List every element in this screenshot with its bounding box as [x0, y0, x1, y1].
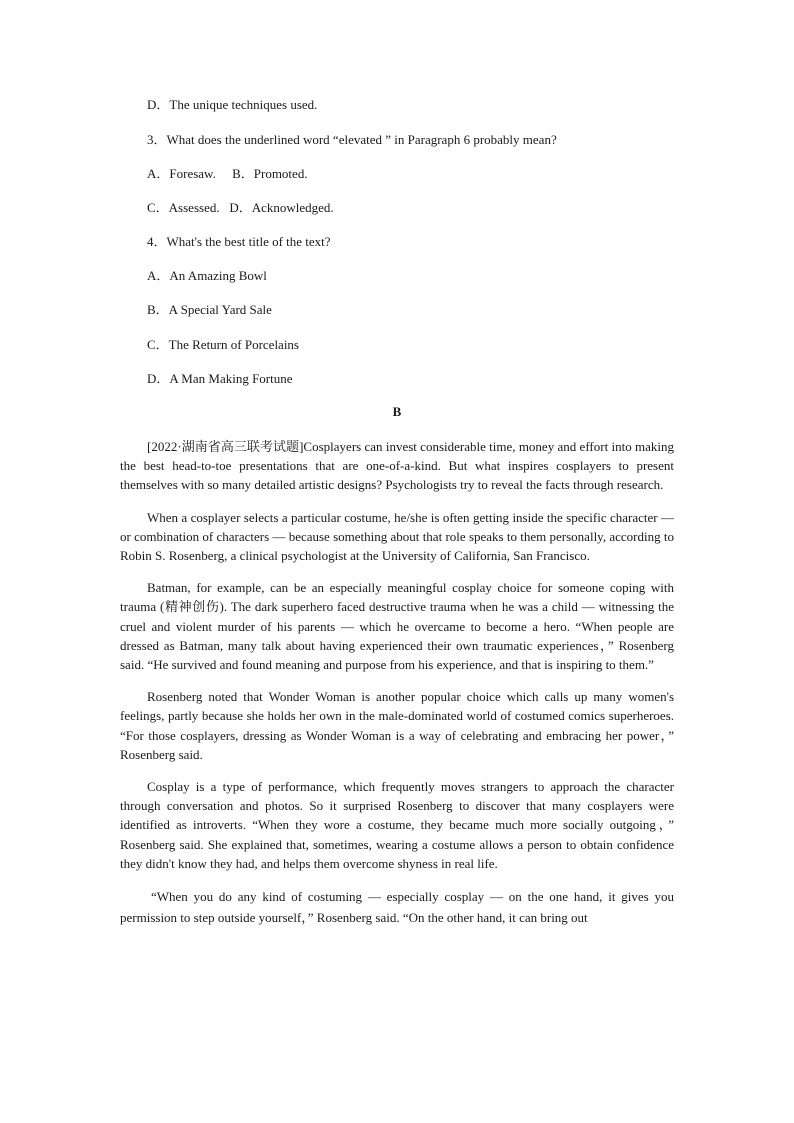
- q3-options-ab: A．Foresaw. B．Promoted.: [147, 166, 308, 181]
- paragraph-5: Cosplay is a type of performance, which frequently moves strangers to approach the character through conversation and photos. So it surprised Rosenberg to discover that many cosplayers were identified as introverts. “When they wore a costume, they became much more socially outgoing，” Rosenberg said. She explained that, sometimes, wearing a costume allows a person to obtain confidence they didn't know they had, and helps them overcome shyness in real life.: [120, 779, 674, 871]
- q3-options-cd: C．Assessed. D．Acknowledged.: [147, 200, 334, 215]
- q4-option-a: A．An Amazing Bowl: [147, 268, 267, 283]
- reading-passage: [120, 437, 674, 928]
- q3-stem: 3．What does the underlined word “elevated ” in Paragraph 6 probably mean?: [147, 132, 557, 147]
- q4-option-c: C．The Return of Porcelains: [147, 337, 299, 352]
- paragraph-2: When a cosplayer selects a particular costume, he/she is often getting inside the specific character — or combination of characters — because something about that role speaks to them personally, according to Robin S. Rosenberg, a clinical psychologist at the University of California, San Francisco.: [120, 509, 674, 564]
- paragraph-1: [2022·湖南省高三联考试题]Cosplayers can invest considerable time, money and effort into making the best head-to-toe presentations that are one-of-a-kind. But what inspires cosplayers to present themselves with so many detailed artistic designs? Psychologists try to reveal the facts through research.: [120, 439, 674, 493]
- q4-option-d: D．A Man Making Fortune: [147, 371, 293, 386]
- q4-option-b: B．A Special Yard Sale: [147, 302, 272, 317]
- q4-stem: 4．What's the best title of the text?: [147, 234, 331, 249]
- section-heading: B: [392, 404, 402, 419]
- q2-option-d: D．The unique techniques used.: [147, 97, 318, 112]
- paragraph-4: Rosenberg noted that Wonder Woman is another popular choice which calls up many women's feelings, partly because she holds her own in the male-dominated world of costumed comics superheroes. “For those cosplayers, dressing as Wonder Woman is a way of celebrating and embracing her power，” Rosenberg said.: [120, 689, 674, 762]
- paragraph-3: Batman, for example, can be an especially meaningful cosplay choice for someone coping with trauma (精神创伤). The dark superhero faced destructive trauma when he was a child — witnessing the cruel and violent murder of his parents — which he overcame to become a hero. “When people are dressed as Batman, many talk about having experienced their own traumatic experiences，” Rosenberg said. “He survived and found meaning and purpose from his experience, and that is inspiring to them.”: [120, 580, 674, 673]
- paragraph-6: “When you do any kind of costuming — especially cosplay — on the one hand, it gives you permission to step outside yourself，” Rosenberg said. “On the other hand, it can bring out: [120, 889, 674, 926]
